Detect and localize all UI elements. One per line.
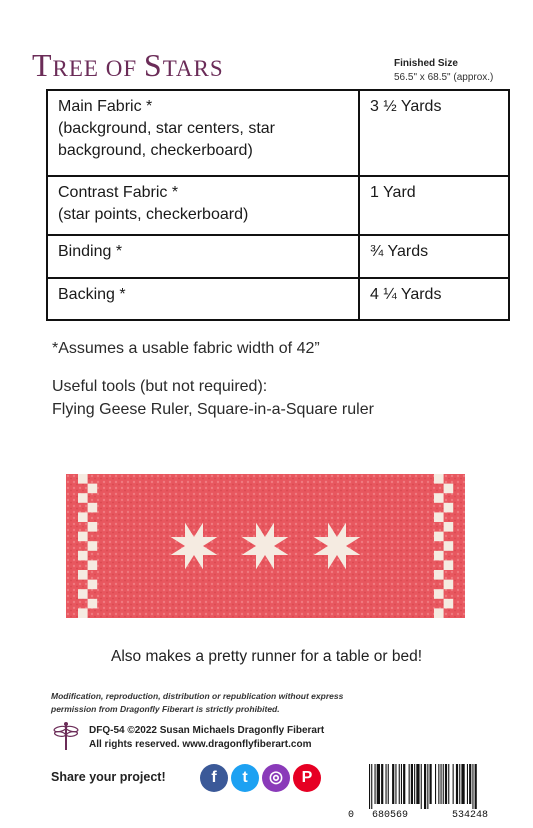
table-row xyxy=(47,278,509,320)
barcode-digits-left: 680569 xyxy=(372,810,409,821)
table-row xyxy=(47,90,509,176)
share-label: Share your project! xyxy=(51,770,166,784)
facebook-icon[interactable]: f xyxy=(200,764,228,792)
barcode-digit: 0 xyxy=(348,810,355,821)
copyright-line: DFQ-54 ©2022 Susan Michaels Dragonfly Fiberart xyxy=(89,725,325,736)
pinterest-icon[interactable]: P xyxy=(293,764,321,792)
tools-list: Flying Geese Ruler, Square-in-a-Square ruler xyxy=(52,401,374,418)
website-line: All rights reserved. www.dragonflyfiberart.com xyxy=(89,739,312,750)
fabric-description: Backing * xyxy=(47,278,359,320)
fabric-width-note: *Assumes a usable fabric width of 42” xyxy=(52,340,320,357)
fabric-amount: ¾ Yards xyxy=(359,235,509,278)
table-row xyxy=(47,176,509,235)
table-row xyxy=(47,235,509,278)
upc-barcode xyxy=(359,764,519,809)
fabric-description: Main Fabric * (background, star centers, star background, checkerboard) xyxy=(47,90,359,176)
table-runner-image xyxy=(66,474,465,618)
fabric-amount: 1 Yard xyxy=(359,176,509,235)
fabric-description: Binding * xyxy=(47,235,359,278)
fabric-amount: 4 ¼ Yards xyxy=(359,278,509,320)
copyright-notice: Modification, reproduction, distribution or republication without express permission from Dragonfly Fiberart is strictly prohibited. xyxy=(51,691,344,714)
twitter-icon[interactable]: t xyxy=(231,764,259,792)
tools-heading: Useful tools (but not required): xyxy=(52,378,268,395)
instagram-icon[interactable]: ◎ xyxy=(262,764,290,792)
pattern-title: TREE OF STARS xyxy=(32,47,224,83)
fabric-requirements-table xyxy=(46,89,510,321)
runner-caption: Also makes a pretty runner for a table or bed! xyxy=(110,648,423,665)
fabric-description: Contrast Fabric * (star points, checkerboard) xyxy=(47,176,359,235)
dragonfly-logo xyxy=(53,721,79,751)
finished-size-value: 56.5" x 68.5" (approx.) xyxy=(394,72,494,83)
fabric-amount: 3 ½ Yards xyxy=(359,90,509,176)
barcode-digits-right: 534248 xyxy=(452,810,489,821)
finished-size-label: Finished Size xyxy=(394,58,458,69)
